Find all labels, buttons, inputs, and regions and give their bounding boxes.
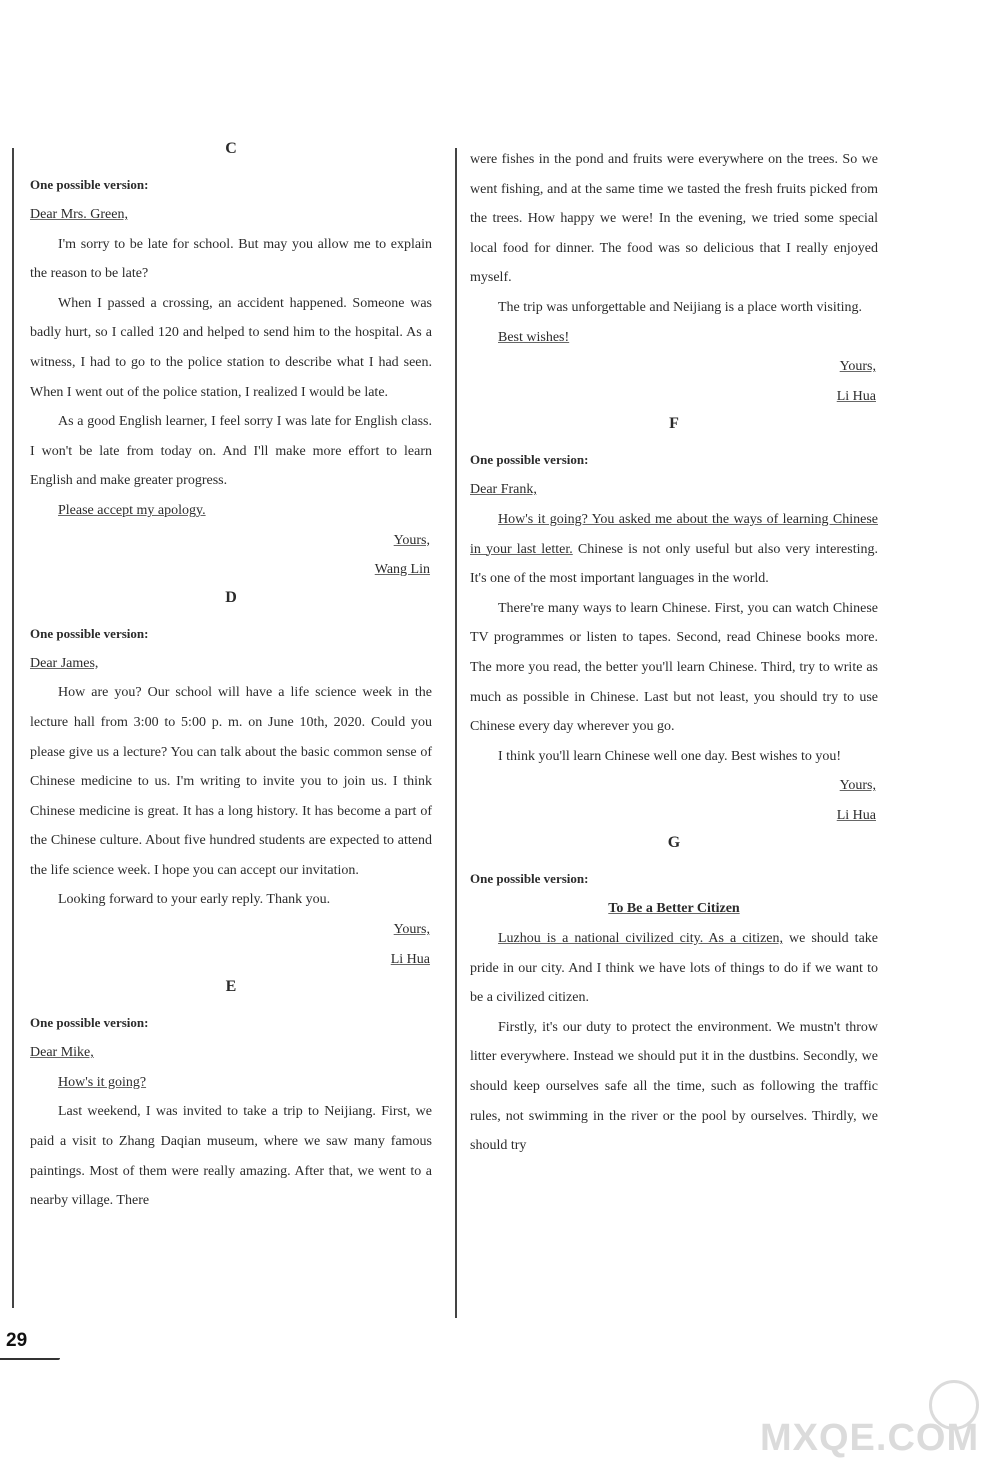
paragraph: Last weekend, I was invited to take a trip to Neijiang. First, we paid a visit to Zhang Daqian museum, where we saw many famous paintings. Most of them were really amazing. After that, we went to a nearby village. There: [30, 1104, 432, 1209]
paragraph: Firstly, it's our duty to protect the environment. We mustn't throw litter everywhere. Instead we should put it in the dustbins. Secondly, we should keep ourselves safe all the time, such as following the traffic rules, not swimming in the river or the pool by ourselves. Thirdly, we should try: [470, 1019, 878, 1154]
sign-off: Yours,: [839, 778, 876, 794]
column-divider-line: [455, 148, 457, 1318]
signature-name: Li Hua: [390, 951, 430, 967]
sign-off: Yours,: [839, 359, 876, 375]
watermark-logo: [760, 1380, 985, 1460]
left-margin-line: [12, 148, 14, 1308]
version-label: One possible version:: [470, 452, 589, 468]
version-label: One possible version:: [30, 625, 149, 641]
section-f: [470, 415, 878, 830]
version-label: One possible version:: [30, 1015, 149, 1031]
page-number-curve: [0, 1358, 60, 1360]
paragraph: How are you? Our school will have a life science week in the lecture hall from 3:00 to 5:00 p. m. on June 10th, 2020. Could you please give us a lecture? You can talk about the basic common sense of Chinese medicine to us. I'm writing to invite you to join us. I think Chinese medicine is great. It has a long history. It has become a part of the Chinese culture. About five hundred students are expected to attend the life science week. I hope you can accept our invitation.: [30, 685, 432, 878]
closing: Best wishes!: [498, 329, 570, 345]
paragraph: [470, 505, 878, 594]
section-c: [30, 140, 432, 585]
section-letter: F: [669, 415, 679, 433]
section-d: [30, 589, 432, 975]
underlined-opening: Luzhou is a national civilized city. As a citizen,: [498, 931, 784, 947]
section-letter: G: [667, 834, 681, 852]
section-letter: D: [225, 588, 237, 606]
signature-name: Wang Lin: [374, 562, 430, 578]
paragraph: There're many ways to learn Chinese. First, you can watch Chinese TV programmes or listen to tapes. Second, read Chinese books more. The more you read, the better you'll learn Chinese. Third, try to write as much as possible in Chinese. Last but not least, you should try to use Chinese every day wherever you go.: [470, 600, 878, 735]
watermark-text: MXQE.COM: [760, 1417, 980, 1459]
essay-title: To Be a Better Citizen: [608, 901, 740, 917]
paragraph-rest: Chinese is not only useful but also very interesting. It's one of the most important languages in the world.: [470, 541, 878, 587]
signature-name: Li Hua: [836, 807, 876, 823]
section-e: [30, 978, 432, 1216]
section-g: [470, 834, 878, 1160]
section-letter: C: [225, 140, 237, 157]
underlined-opening: How's it going? You asked me about the ways of learning Chinese in your last letter.: [470, 511, 878, 557]
sign-off: Yours,: [393, 532, 430, 548]
greeting: Dear Mrs. Green,: [30, 207, 128, 222]
opening-line: How's it going?: [58, 1074, 147, 1090]
paragraph: The trip was unforgettable and Neijiang is a place worth visiting.: [498, 299, 863, 315]
section-e-continued: [470, 145, 878, 411]
paragraph: were fishes in the pond and fruits were everywhere on the trees. So we went fishing, and at the same time we tasted the fresh fruits picked from the trees. How happy we were! In the evening, we tried some special local food for dinner. The food was so delicious that I really enjoyed myself.: [470, 152, 878, 286]
paragraph-rest: we should take pride in our city. And I think we have lots of things to do if we want to be a civilized citizen.: [470, 931, 878, 1006]
right-column: [470, 145, 878, 1161]
paragraph: I'm sorry to be late for school. But may you allow me to explain the reason to be late?: [30, 236, 432, 282]
paragraph: As a good English learner, I feel sorry I was late for English class. I won't be late from today on. And I'll make more effort to learn English and make greater progress.: [30, 414, 432, 489]
paragraph: [470, 924, 878, 1013]
paragraph: When I passed a crossing, an accident happened. Someone was badly hurt, so I called 120 and helped to send him to the hospital. As a witness, I had to go to the police station to describe what I had seen. When I went out of the police station, I realized I would be late.: [30, 295, 432, 400]
sign-off: Yours,: [393, 922, 430, 938]
closing: Please accept my apology.: [58, 502, 206, 518]
greeting: Dear James,: [30, 655, 99, 671]
paragraph: I think you'll learn Chinese well one day. Best wishes to you!: [498, 748, 841, 764]
version-label: One possible version:: [30, 177, 149, 192]
signature-name: Li Hua: [836, 388, 876, 404]
left-column: [30, 140, 432, 1216]
section-letter: E: [225, 978, 237, 996]
closing: Looking forward to your early reply. Thank you.: [58, 892, 331, 908]
page-number: 29: [6, 1330, 28, 1351]
greeting: Dear Mike,: [30, 1045, 94, 1061]
greeting: Dear Frank,: [470, 482, 537, 498]
version-label: One possible version:: [470, 871, 589, 887]
